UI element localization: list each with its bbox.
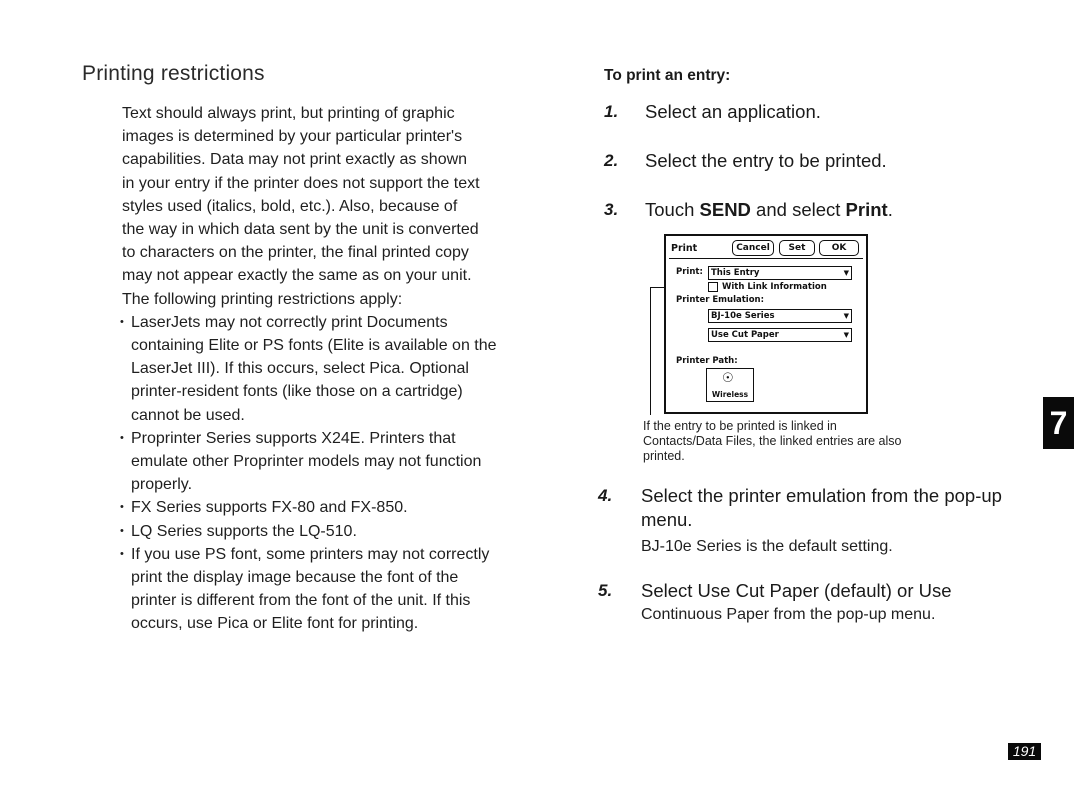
- emulation-select[interactable]: BJ-10e Series ▼: [708, 309, 852, 323]
- dropdown-arrow-icon: ▼: [843, 312, 849, 320]
- step-note: Continuous Paper from the pop-up menu.: [641, 606, 936, 623]
- procedure-heading: To print an entry:: [604, 67, 731, 84]
- dialog-caption: If the entry to be printed is linked in Contacts/Data Files, the linked entries are also printed.: [643, 419, 902, 463]
- step-1: [604, 100, 1004, 126]
- list-item: • Proprinter Series supports X24E. Printers that emulate other Proprinter models may not function properly.: [122, 427, 511, 497]
- restrictions-body: [122, 102, 512, 636]
- cancel-button[interactable]: Cancel: [732, 240, 774, 256]
- step-note: BJ-10e Series is the default setting.: [641, 538, 893, 555]
- section-title: Printing restrictions: [82, 62, 265, 85]
- step-text: Select the entry to be printed.: [645, 150, 887, 171]
- paper-select[interactable]: Use Cut Paper ▼: [708, 328, 852, 342]
- step-5: [598, 579, 1038, 629]
- printer-path-label: Printer Path:: [676, 356, 738, 366]
- intro-paragraph: Text should always print, but printing of graphic images is determined by your particular printer's capabilities. Data may not print exactly as shown in your entry if the printer does not support the text styles used (italics, bold, etc.). Also, because of the way in which data sent by the unit is converted to characters on the printer, the final printed copy may not appear exactly the same as on your unit. The following printing restrictions apply:: [122, 105, 480, 308]
- page-number: 191: [1008, 743, 1041, 760]
- step-text: Select an application.: [645, 101, 821, 122]
- dropdown-arrow-icon: ▼: [843, 331, 849, 339]
- title-divider: [669, 258, 863, 259]
- step-number: 2.: [604, 151, 619, 170]
- callout-line: [650, 287, 651, 415]
- wireless-path-button[interactable]: ☉ Wireless: [706, 368, 754, 402]
- step-number: 5.: [598, 581, 613, 600]
- list-item: • LQ Series supports the LQ-510.: [122, 520, 512, 543]
- wireless-antenna-icon: ☉: [722, 371, 734, 386]
- step-text: Select the printer emulation from the pop-up menu.: [641, 485, 1002, 530]
- step-number: 4.: [598, 486, 613, 505]
- list-item: • If you use PS font, some printers may not correctly print the display image because the font of the printer is different from the font of the unit. If this occurs, use Pica or Elite font for printing.: [122, 543, 506, 636]
- print-label: Print:: [676, 267, 703, 277]
- step-2: [604, 149, 1004, 175]
- step-3: [604, 198, 1004, 224]
- print-option-label: Print: [845, 199, 888, 220]
- print-dialog: [664, 234, 868, 414]
- send-key-label: SEND: [699, 199, 751, 220]
- ok-button[interactable]: OK: [819, 240, 859, 256]
- dropdown-arrow-icon: ▼: [843, 269, 849, 277]
- emulation-label: Printer Emulation:: [676, 295, 764, 305]
- dialog-title: Print: [671, 243, 698, 254]
- list-item: • FX Series supports FX-80 and FX-850.: [122, 496, 512, 519]
- step-4: [598, 484, 1038, 564]
- step-number: 3.: [604, 200, 619, 219]
- with-link-checkbox[interactable]: [708, 282, 718, 292]
- set-button[interactable]: Set: [779, 240, 815, 256]
- list-item: • LaserJets may not correctly print Documents containing Elite or PS fonts (Elite is available on the LaserJet III). If this occurs, select Pica. Optional printer-resident fonts (like those on a cartridge) cannot be used.: [122, 311, 501, 427]
- with-link-label: With Link Information: [722, 282, 827, 292]
- print-scope-select[interactable]: This Entry ▼: [708, 266, 852, 280]
- step-number: 1.: [604, 102, 619, 121]
- chapter-tab: 7: [1043, 397, 1074, 449]
- step-text: Touch SEND and select Print.: [645, 199, 893, 220]
- step-text: Select Use Cut Paper (default) or Use: [641, 580, 952, 601]
- restrictions-list: [122, 311, 512, 636]
